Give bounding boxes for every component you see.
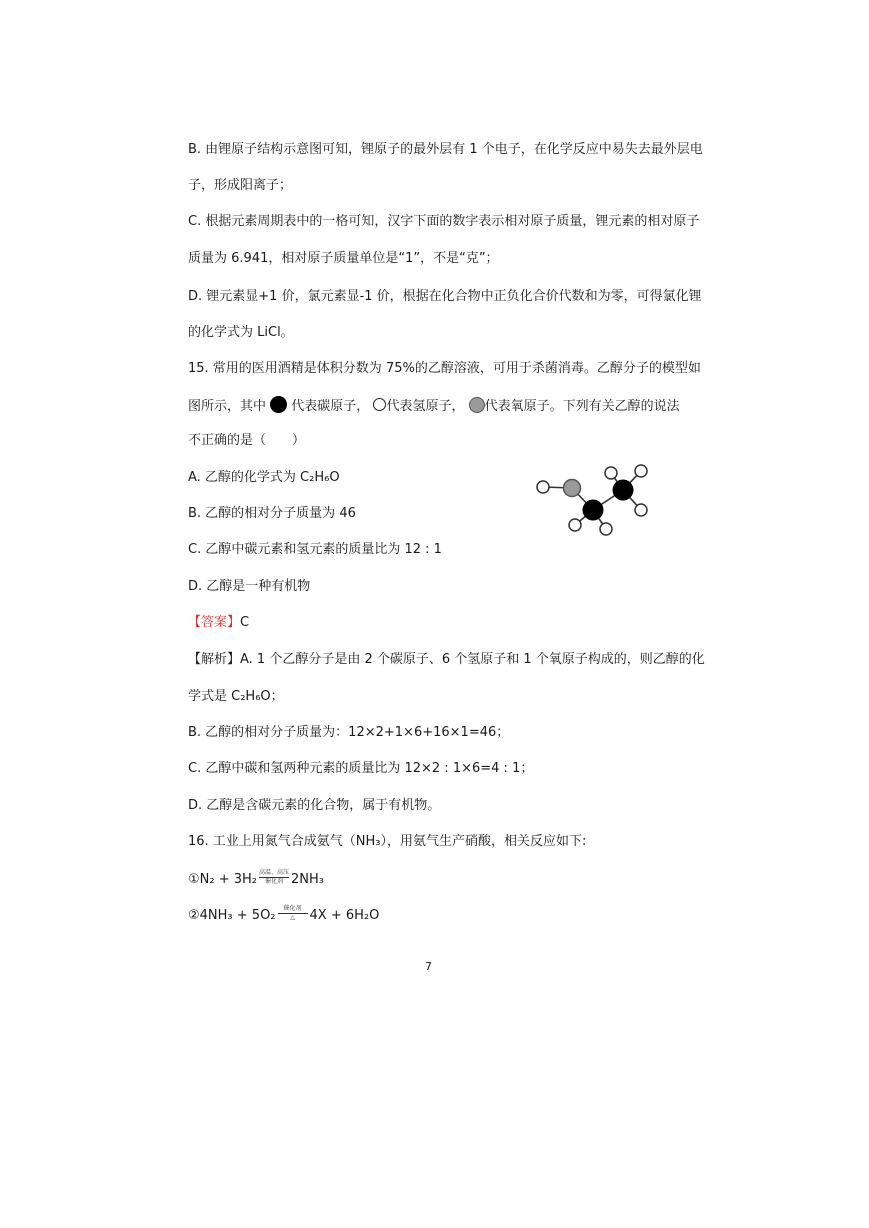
- ethanol-molecule-model: [530, 460, 660, 540]
- oxygen-label: 代表氧原子。下列有关乙醇的说法: [484, 399, 680, 414]
- answer-tag: 【答案】: [188, 615, 241, 630]
- analysis-line: B. 乙醇的相对分子质量为：12×2+1×6+16×1=46；: [188, 725, 510, 740]
- hydrogen-atom: [600, 523, 612, 535]
- analysis-line: 【解析】A. 1 个乙醇分子是由 2 个碳原子、6 个氢原子和 1 个氧原子构成的，则乙醇的化: [188, 652, 705, 667]
- hydrogen-atom: [569, 519, 581, 531]
- carbon-atom: [583, 500, 604, 521]
- hydrogen-atom: [635, 504, 647, 516]
- hydrogen-atom-icon: [373, 398, 386, 411]
- carbon-atom-icon: [270, 396, 287, 413]
- answer-value: C: [240, 615, 250, 630]
- answer-line: [188, 614, 249, 632]
- text-line: C. 根据元素周期表中的一格可知，汉字下面的数字表示相对原子质量，锂元素的相对原子: [188, 214, 700, 229]
- text-line: 质量为 6.941，相对原子质量单位是“1”，不是“克”；: [188, 251, 499, 266]
- reaction-2-reactants: ②4NH₃ + 5O₂: [188, 908, 276, 923]
- condition-bottom: 催化剂: [265, 878, 284, 885]
- reaction-2-condition: [278, 906, 308, 922]
- option-a: A. 乙醇的化学式为 C₂H₆O: [188, 470, 340, 485]
- option-c: C. 乙醇中碳元素和氢元素的质量比为 12 : 1: [188, 542, 442, 557]
- carbon-atom: [613, 480, 634, 501]
- reaction-1-reactants: ①N₂ + 3H₂: [188, 872, 258, 887]
- analysis-line: C. 乙醇中碳和氢两种元素的质量比为 12×2 : 1×6=4 : 1；: [188, 761, 534, 776]
- text-line: D. 锂元素显+1 价，氯元素显-1 价，根据在化合物中正负化合价代数和为零，可得氯化锂: [188, 289, 702, 304]
- question-16-stem: 16. 工业上用氮气合成氨气（NH₃），用氨气生产硝酸，相关反应如下:: [188, 834, 587, 849]
- analysis-line: D. 乙醇是含碳元素的化合物，属于有机物。: [188, 798, 441, 813]
- oxygen-atom-icon: [469, 397, 485, 413]
- condition-top: 催化剂: [283, 905, 302, 912]
- option-b: B. 乙醇的相对分子质量为 46: [188, 506, 356, 521]
- reaction-1: [188, 870, 324, 889]
- condition-top: 高温、高压: [259, 869, 290, 876]
- condition-bottom: △: [290, 914, 295, 921]
- question-15-legend: [188, 396, 680, 416]
- oxygen-atom: [564, 480, 581, 497]
- legend-prefix: 图所示，其中: [188, 399, 267, 414]
- hydrogen-label: 代表氢原子，: [386, 399, 465, 414]
- question-15-stem: 15. 常用的医用酒精是体积分数为 75%的乙醇溶液，可用于杀菌消毒。乙醇分子的模型如: [188, 361, 701, 376]
- reaction-1-condition: [259, 870, 289, 886]
- text-line: B. 由锂原子结构示意图可知，锂原子的最外层有 1 个电子，在化学反应中易失去最外层电: [188, 142, 703, 157]
- option-d: D. 乙醇是一种有机物: [188, 579, 311, 594]
- reaction-2-products: 4X + 6H₂O: [309, 908, 380, 923]
- text-line: 子，形成阳离子；: [188, 178, 293, 193]
- page-number: 7: [425, 960, 432, 973]
- reaction-2: [188, 906, 379, 925]
- text-line: 的化学式为 LiCl。: [188, 325, 294, 340]
- hydrogen-atom: [537, 481, 549, 493]
- carbon-label: 代表碳原子，: [291, 399, 370, 414]
- hydrogen-atom: [635, 465, 647, 477]
- hydrogen-atom: [605, 467, 617, 479]
- reaction-1-products: 2NH₃: [291, 872, 324, 887]
- analysis-line: 学式是 C₂H₆O；: [188, 689, 284, 704]
- question-15-ask: 不正确的是（ ）: [188, 433, 306, 448]
